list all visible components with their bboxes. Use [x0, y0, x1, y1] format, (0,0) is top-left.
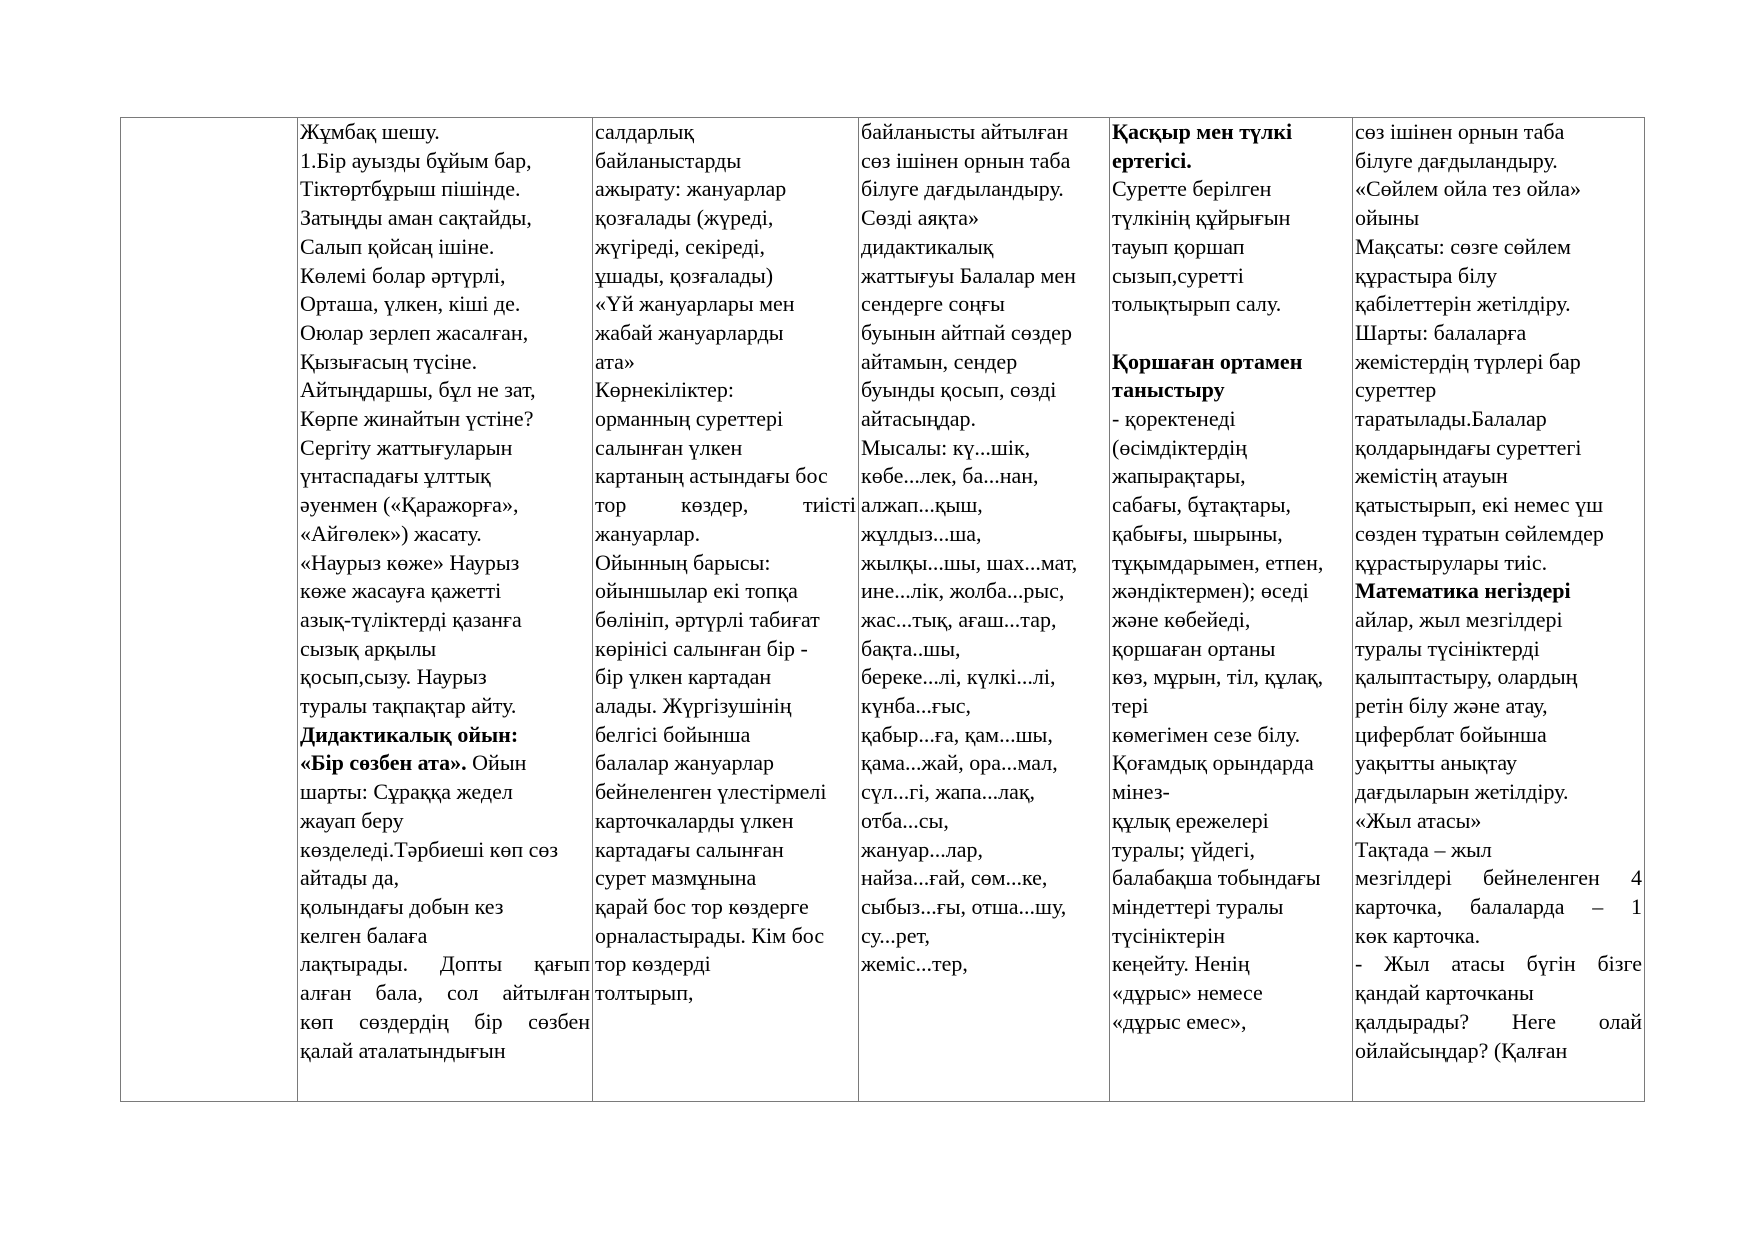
- table-cell-col2: [593, 118, 859, 1102]
- text-line: қабыр...ға, қам...шы,: [861, 721, 1053, 747]
- text-line: туралы; үйдегі,: [1112, 836, 1256, 862]
- text-line: орманның суреттері: [595, 406, 784, 432]
- text-line: бөлініп, әртүрлі табиғат: [595, 606, 820, 632]
- text-line: сызық арқылы: [300, 635, 437, 661]
- empty-label-cell: [121, 118, 298, 1102]
- text-line: «дұрыс емес»,: [1112, 1008, 1247, 1034]
- text-line: мезгілдері бейнеленген 4: [1355, 865, 1642, 891]
- text-line: Көлемі болар әртүрлі,: [300, 262, 506, 288]
- text-line: салдарлық: [595, 119, 695, 144]
- text-line: карточка, балаларда – 1: [1355, 893, 1642, 919]
- text-line: алжап...қыш,: [861, 492, 983, 518]
- text-line: Сергіту жаттығуларын: [300, 434, 513, 460]
- text-line: көзделеді.Тәрбиеші көп сөз: [300, 836, 559, 862]
- cell-text: [595, 118, 856, 1008]
- text-line: жылқы...шы, шах...мат,: [861, 549, 1078, 575]
- text-line: Мақсаты: сөзге сөйлем: [1355, 233, 1571, 259]
- text-line: бейнеленген үлестірмелі: [595, 779, 827, 805]
- text-line: таратылады.Балалар: [1355, 406, 1547, 432]
- text-line: 1.Бір ауызды бұйым бар,: [300, 147, 532, 173]
- text-line: ұшады, қозғалады): [595, 262, 774, 288]
- text-line: қозғалады (жүреді,: [595, 205, 774, 231]
- text-line: лақтырады. Допты қағып: [300, 951, 590, 977]
- text-line: жүгіреді, секіреді,: [595, 233, 765, 259]
- text-line: картаның астындағы бос: [595, 463, 828, 489]
- text-line: тері: [1112, 693, 1149, 719]
- text-line: Тақтада – жыл: [1355, 836, 1492, 862]
- text-line: циферблат бойынша: [1355, 721, 1547, 747]
- text-line: Затыңды аман сақтайды,: [300, 205, 532, 231]
- text-line: тор көздер, тиісті: [595, 492, 856, 518]
- text-line: ата»: [595, 348, 635, 374]
- text-line: Ойынның барысы:: [595, 549, 771, 575]
- text-line: көмегімен сезе білу.: [1112, 721, 1301, 747]
- text-line: жемістің атауын: [1355, 463, 1508, 489]
- text-line: белгісі бойынша: [595, 721, 751, 747]
- text-line: жемістердің түрлері бар: [1355, 348, 1581, 374]
- text-line: қандай карточканы: [1355, 980, 1534, 1006]
- cell-text: [1112, 118, 1350, 1036]
- text-line: сабағы, бұтақтары,: [1112, 492, 1292, 518]
- text-line: түлкінің құйрығын: [1112, 205, 1291, 231]
- text-line: қатыстырып, екі немес үш: [1355, 492, 1604, 518]
- text-line: келген балаға: [300, 922, 428, 948]
- text-line: Көрпе жинайтын үстіне?: [300, 406, 534, 432]
- text-line: қалай аталатындығын: [300, 1037, 506, 1063]
- text-line: көрінісі салынған бір -: [595, 635, 808, 661]
- text-line: жауап беру: [300, 807, 404, 833]
- text-line: міндеттері туралы: [1112, 893, 1284, 919]
- cell-text: [300, 118, 590, 1065]
- text-line: Қызығасың түсіне.: [300, 348, 478, 374]
- text-line: білуге дағдыландыру.: [1355, 147, 1558, 173]
- text-line: дидактикалық: [861, 233, 994, 259]
- text-line: «Үй жануарлары мен: [595, 291, 795, 317]
- text-line: тұқымдарымен, етпен,: [1112, 549, 1324, 575]
- table-cell-col3: [859, 118, 1110, 1102]
- text-line: қолындағы добын кез: [300, 893, 504, 919]
- text-line: ойлайсыңдар? (Қалған: [1355, 1037, 1568, 1063]
- text-line: көк карточка.: [1355, 922, 1481, 948]
- text-line: байланысты айтылған: [861, 119, 1069, 144]
- text-line: ойыны: [1355, 205, 1420, 231]
- text-line: «Сөйлем ойла тез ойла»: [1355, 176, 1581, 202]
- text-line: айтады да,: [300, 865, 400, 891]
- text-line: кеңейту. Ненің: [1112, 951, 1250, 977]
- text-line: буынды қосып, сөзді: [861, 377, 1057, 403]
- text-line: орналастырады. Кім бос: [595, 922, 825, 948]
- text-line: жас...тық, ағаш...тар,: [861, 606, 1057, 632]
- text-line: жануар...лар,: [861, 836, 983, 862]
- text-line: буынын айтпай сөздер: [861, 319, 1072, 345]
- heading-fairy-tale: ертегісі.: [1112, 147, 1192, 173]
- text-line: - Жыл атасы бүгін бізге: [1355, 951, 1642, 977]
- text-line: үнтаспадағы ұлттық: [300, 463, 491, 489]
- text-line: «дұрыс» немесе: [1112, 980, 1263, 1006]
- text-line: көже жасауға қажетті: [300, 578, 502, 604]
- text-line: күнба...ғыс,: [861, 693, 971, 719]
- text-line: қосып,сызу. Наурыз: [300, 664, 487, 690]
- text-line: алады. Жүргізушінің: [595, 693, 792, 719]
- text-line: жабай жануарларды: [595, 319, 784, 345]
- text-line: тор көздерді: [595, 951, 711, 977]
- text-line: қарай бос тор көздерге: [595, 893, 809, 919]
- table-cell-col4: [1110, 118, 1353, 1102]
- text-line: тауып қоршап: [1112, 233, 1245, 259]
- text-line: құрастырулары тиіс.: [1355, 549, 1548, 575]
- text-line: сызып,суретті: [1112, 262, 1244, 288]
- text-line: балалар жануарлар: [595, 750, 774, 776]
- text-line: көбе...лек, ба...нан,: [861, 463, 1039, 489]
- text-line: Орташа, үлкен, кіші де.: [300, 291, 521, 317]
- blank-line: [1112, 319, 1350, 348]
- text-fragment: Ойын: [466, 750, 527, 776]
- text-line: қоршаған ортаны: [1112, 635, 1276, 661]
- heading-environment: Қоршаған ортамен: [1112, 348, 1303, 374]
- text-line: туралы тақпақтар айту.: [300, 693, 517, 719]
- game-title: «Бір сөзбен ата».: [300, 750, 467, 776]
- heading-fairy-tale: Қасқыр мен түлкі: [1112, 119, 1293, 144]
- text-line: ойыншылар екі топқа: [595, 578, 798, 604]
- text-line: береке...лі, күлкі...лі,: [861, 664, 1056, 690]
- text-line: әуенмен («Қаражорға»,: [300, 492, 519, 518]
- text-line: сыбыз...ғы, отша...шу,: [861, 893, 1067, 919]
- heading-environment: таныстыру: [1112, 377, 1225, 403]
- heading-math: Математика негіздері: [1355, 578, 1571, 604]
- cell-text: [861, 118, 1107, 979]
- text-line: Шарты: балаларға: [1355, 319, 1527, 345]
- text-line: құрастыра білу: [1355, 262, 1498, 288]
- text-line: Қоғамдық орындарда: [1112, 750, 1314, 776]
- text-line: сурет мазмұнына: [595, 865, 757, 891]
- table-cell-col1: [298, 118, 593, 1102]
- text-line: Тіктөртбұрыш пішінде.: [300, 176, 521, 202]
- text-line: Мысалы: кү...шік,: [861, 434, 1031, 460]
- text-line: Салып қойсаң ішіне.: [300, 233, 495, 259]
- text-line: айтасыңдар.: [861, 406, 976, 432]
- text-line: жапырақтары,: [1112, 463, 1246, 489]
- text-line: түсініктерін: [1112, 922, 1226, 948]
- text-line: - қоректенеді: [1112, 406, 1236, 432]
- text-line: жануарлар.: [595, 520, 701, 546]
- text-line: бақта..шы,: [861, 635, 961, 661]
- cell-text: [1355, 118, 1642, 1065]
- text-line: су...рет,: [861, 922, 930, 948]
- text-line: қалдырады? Неге олай: [1355, 1008, 1642, 1034]
- text-line: алған бала, сол айтылған: [300, 980, 590, 1006]
- text-line: сүл...гі, жапа...лақ,: [861, 779, 1036, 805]
- text-line: азық-түліктерді қазанға: [300, 606, 522, 632]
- text-line: құлық ережелері: [1112, 807, 1269, 833]
- text-line: сөз ішінен орнын таба: [861, 147, 1071, 173]
- text-line: жеміс...тер,: [861, 951, 968, 977]
- text-line: туралы түсініктерді: [1355, 635, 1540, 661]
- text-line: жаттығуы Балалар мен: [861, 262, 1076, 288]
- table-row: [121, 118, 1645, 1102]
- text-line: айлар, жыл мезгілдері: [1355, 606, 1563, 632]
- text-line: айтамын, сендер: [861, 348, 1018, 374]
- text-line: толтырып,: [595, 980, 694, 1006]
- text-line: отба...сы,: [861, 807, 949, 833]
- text-line: мінез-: [1112, 779, 1170, 805]
- text-line: қама...жай, ора...мал,: [861, 750, 1058, 776]
- lesson-plan-table: [120, 117, 1645, 1102]
- text-line: [300, 749, 590, 778]
- text-line: Оюлар зерлеп жасалған,: [300, 319, 529, 345]
- text-line: қабілеттерін жетілдіру.: [1355, 291, 1571, 317]
- text-line: Көрнекіліктер:: [595, 377, 734, 403]
- text-line: қалыптастыру, олардың: [1355, 664, 1578, 690]
- text-line: көп сөздердің бір сөзбен: [300, 1008, 590, 1034]
- text-line: Сөзді аяқта»: [861, 205, 979, 231]
- text-line: Жұмбақ шешу.: [300, 119, 440, 144]
- text-line: сөз ішінен орнын таба: [1355, 119, 1565, 144]
- text-line: найза...ғай, сөм...ке,: [861, 865, 1048, 891]
- text-line: қабығы, шырыны,: [1112, 520, 1283, 546]
- text-line: суреттер: [1355, 377, 1437, 403]
- text-line: балабақша тобындағы: [1112, 865, 1321, 891]
- text-line: ине...лік, жолба...рыс,: [861, 578, 1065, 604]
- text-line: «Наурыз көже» Наурыз: [300, 549, 520, 575]
- text-line: қолдарындағы суреттегі: [1355, 434, 1582, 460]
- text-line: картадағы салынған: [595, 836, 784, 862]
- heading-didactic-game: Дидактикалық ойын:: [300, 721, 519, 747]
- text-line: уақытты анықтау: [1355, 750, 1517, 776]
- text-line: сөзден тұратын сөйлемдер: [1355, 520, 1604, 546]
- text-line: «Айгөлек») жасату.: [300, 520, 482, 546]
- text-line: толықтырып салу.: [1112, 291, 1282, 317]
- text-line: жәндіктермен); өседі: [1112, 578, 1309, 604]
- text-line: сендерге соңғы: [861, 291, 1005, 317]
- text-line: дағдыларын жетілдіру.: [1355, 779, 1569, 805]
- text-line: білуге дағдыландыру.: [861, 176, 1064, 202]
- text-line: көз, мұрын, тіл, құлақ,: [1112, 664, 1324, 690]
- text-line: бір үлкен картадан: [595, 664, 772, 690]
- table-cell-col5: [1353, 118, 1645, 1102]
- text-line: Айтыңдаршы, бұл не зат,: [300, 377, 536, 403]
- text-line: және көбейеді,: [1112, 606, 1251, 632]
- text-line: Суретте берілген: [1112, 176, 1272, 202]
- text-line: шарты: Сұраққа жедел: [300, 779, 513, 805]
- text-line: салынған үлкен: [595, 434, 743, 460]
- text-line: ажырату: жануарлар: [595, 176, 787, 202]
- text-line: ретін білу және атау,: [1355, 693, 1548, 719]
- text-line: байланыстарды: [595, 147, 742, 173]
- text-line: (өсімдіктердің: [1112, 434, 1247, 460]
- text-line: «Жыл атасы»: [1355, 807, 1482, 833]
- text-line: жұлдыз...ша,: [861, 520, 982, 546]
- text-line: карточкаларды үлкен: [595, 807, 794, 833]
